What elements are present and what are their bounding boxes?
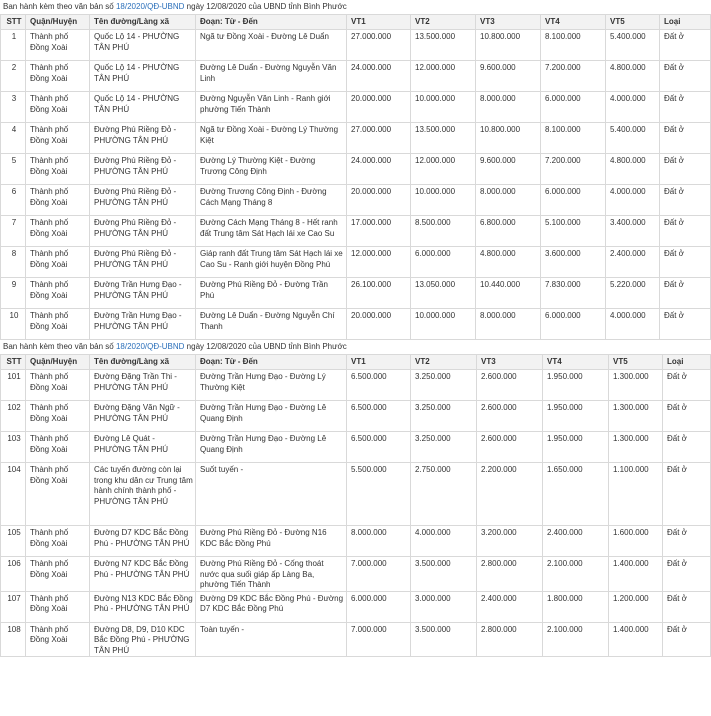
cell-type: Đất ở: [660, 216, 711, 247]
cell-type: Đất ở: [660, 247, 711, 278]
cell-type: Đất ở: [663, 557, 711, 592]
table-row: [1, 247, 711, 278]
cell-type: Đất ở: [660, 185, 711, 216]
table-row: [1, 61, 711, 92]
cell-vt5: 4.000.000: [606, 92, 660, 123]
column-header-vt4: VT4: [543, 355, 609, 370]
cell-vt4: 2.100.000: [543, 622, 609, 657]
cell-segment: Đường D9 KDC Bắc Đồng Phú - Đường D7 KDC Bắc Đồng Phú: [196, 591, 347, 622]
cell-type: Đất ở: [663, 622, 711, 657]
cell-vt3: 3.200.000: [477, 526, 543, 557]
caption-text: Ban hành kèm theo văn bản số: [3, 2, 116, 11]
cell-district: Thành phố Đồng Xoài: [26, 247, 90, 278]
cell-type: Đất ở: [660, 278, 711, 309]
cell-vt3: 10.440.000: [476, 278, 541, 309]
cell-vt5: 3.400.000: [606, 216, 660, 247]
column-header-segment: Đoạn: Từ - Đến: [196, 15, 347, 30]
cell-vt2: 12.000.000: [411, 154, 476, 185]
column-header-type: Loại: [660, 15, 711, 30]
table-header-row: [1, 15, 711, 30]
document-caption: [0, 0, 640, 14]
cell-street: Đường Phú Riềng Đỏ - PHƯỜNG TÂN PHÚ: [90, 154, 196, 185]
cell-district: Thành phố Đồng Xoài: [26, 123, 90, 154]
cell-vt4: 1.950.000: [543, 432, 609, 463]
cell-vt2: 6.000.000: [411, 247, 476, 278]
cell-type: Đất ở: [663, 591, 711, 622]
cell-vt1: 5.500.000: [347, 463, 411, 526]
cell-vt1: 6.000.000: [347, 591, 411, 622]
cell-stt: 3: [1, 92, 26, 123]
cell-vt1: 24.000.000: [347, 154, 411, 185]
cell-vt1: 20.000.000: [347, 185, 411, 216]
decision-link[interactable]: 18/2020/QĐ-UBND: [115, 2, 185, 11]
cell-district: Thành phố Đồng Xoài: [26, 591, 90, 622]
cell-vt5: 5.400.000: [606, 123, 660, 154]
table-row: [1, 216, 711, 247]
cell-stt: 105: [1, 526, 26, 557]
cell-vt2: 10.000.000: [411, 92, 476, 123]
cell-segment: Đường Phú Riềng Đỏ - Cống thoát nước qua suối giáp ấp Làng Ba, phường Tiến Thành: [196, 557, 347, 592]
cell-vt4: 1.650.000: [543, 463, 609, 526]
cell-vt5: 5.220.000: [606, 278, 660, 309]
cell-vt5: 1.100.000: [609, 463, 663, 526]
cell-vt3: 9.600.000: [476, 61, 541, 92]
cell-street: Đường Trần Hưng Đạo - PHƯỜNG TÂN PHÚ: [90, 309, 196, 340]
cell-vt3: 9.600.000: [476, 154, 541, 185]
column-header-street: Tên đường/Làng xã: [90, 15, 196, 30]
cell-segment: Đường Lê Duẩn - Đường Nguyễn Chí Thanh: [196, 309, 347, 340]
cell-vt3: 2.800.000: [477, 622, 543, 657]
cell-vt5: 1.300.000: [609, 432, 663, 463]
table-row: [1, 154, 711, 185]
cell-district: Thành phố Đồng Xoài: [26, 30, 90, 61]
cell-district: Thành phố Đồng Xoài: [26, 216, 90, 247]
cell-vt3: 2.800.000: [477, 557, 543, 592]
cell-vt5: 1.600.000: [609, 526, 663, 557]
cell-vt2: 13.500.000: [411, 123, 476, 154]
column-header-type: Loại: [663, 355, 711, 370]
cell-type: Đất ở: [663, 370, 711, 401]
cell-stt: 101: [1, 370, 26, 401]
cell-street: Quốc Lộ 14 - PHƯỜNG TÂN PHÚ: [90, 61, 196, 92]
cell-vt2: 13.500.000: [411, 30, 476, 61]
cell-vt1: 6.500.000: [347, 370, 411, 401]
cell-vt5: 4.000.000: [606, 309, 660, 340]
cell-segment: Đường Trần Hưng Đạo - Đường Lê Quang Định: [196, 432, 347, 463]
cell-district: Thành phố Đồng Xoài: [26, 154, 90, 185]
cell-type: Đất ở: [660, 154, 711, 185]
column-header-vt1: VT1: [347, 15, 411, 30]
cell-street: Quốc Lộ 14 - PHƯỜNG TÂN PHÚ: [90, 92, 196, 123]
cell-segment: Suốt tuyến -: [196, 463, 347, 526]
column-header-district: Quận/Huyện: [26, 355, 90, 370]
cell-stt: 104: [1, 463, 26, 526]
cell-vt2: 3.500.000: [411, 622, 477, 657]
land-price-table: [0, 14, 711, 340]
cell-vt3: 8.000.000: [476, 185, 541, 216]
column-header-vt5: VT5: [606, 15, 660, 30]
cell-district: Thành phố Đồng Xoài: [26, 185, 90, 216]
cell-segment: Toàn tuyến -: [196, 622, 347, 657]
cell-vt2: 3.500.000: [411, 557, 477, 592]
cell-vt1: 27.000.000: [347, 123, 411, 154]
cell-vt5: 5.400.000: [606, 30, 660, 61]
cell-vt1: 24.000.000: [347, 61, 411, 92]
cell-street: Đường D7 KDC Bắc Đồng Phú - PHƯỜNG TÂN PHÚ: [90, 526, 196, 557]
column-header-segment: Đoạn: Từ - Đến: [196, 355, 347, 370]
cell-vt1: 8.000.000: [347, 526, 411, 557]
cell-district: Thành phố Đồng Xoài: [26, 557, 90, 592]
cell-segment: Đường Lý Thường Kiệt - Đường Trương Công Định: [196, 154, 347, 185]
table-row: [1, 185, 711, 216]
cell-district: Thành phố Đồng Xoài: [26, 278, 90, 309]
cell-vt1: 17.000.000: [347, 216, 411, 247]
cell-stt: 107: [1, 591, 26, 622]
cell-segment: Đường Phú Riềng Đỏ - Đường Trần Phú: [196, 278, 347, 309]
cell-vt5: 1.400.000: [609, 557, 663, 592]
table-row: [1, 123, 711, 154]
cell-type: Đất ở: [660, 30, 711, 61]
cell-street: Đường Phú Riềng Đỏ - PHƯỜNG TÂN PHÚ: [90, 123, 196, 154]
cell-vt2: 10.000.000: [411, 309, 476, 340]
table-row: [1, 401, 711, 432]
column-header-vt5: VT5: [609, 355, 663, 370]
cell-district: Thành phố Đồng Xoài: [26, 401, 90, 432]
caption-text: Ban hành kèm theo văn bản số: [3, 342, 116, 351]
cell-vt2: 12.000.000: [411, 61, 476, 92]
decision-link[interactable]: 18/2020/QĐ-UBND: [115, 342, 185, 351]
cell-stt: 4: [1, 123, 26, 154]
table-row: [1, 526, 711, 557]
cell-vt4: 2.400.000: [543, 526, 609, 557]
cell-vt2: 13.050.000: [411, 278, 476, 309]
cell-segment: Đường Cách Mạng Tháng 8 - Hết ranh đất Trung tâm Sát Hạch lái xe Cao Su: [196, 216, 347, 247]
cell-vt2: 3.250.000: [411, 370, 477, 401]
cell-district: Thành phố Đồng Xoài: [26, 61, 90, 92]
cell-vt2: 8.500.000: [411, 216, 476, 247]
cell-vt3: 2.600.000: [477, 401, 543, 432]
cell-district: Thành phố Đồng Xoài: [26, 526, 90, 557]
cell-stt: 2: [1, 61, 26, 92]
cell-vt5: 4.000.000: [606, 185, 660, 216]
column-header-vt3: VT3: [476, 15, 541, 30]
cell-vt1: 26.100.000: [347, 278, 411, 309]
cell-vt2: 2.750.000: [411, 463, 477, 526]
table-row: [1, 463, 711, 526]
cell-vt3: 8.000.000: [476, 309, 541, 340]
cell-stt: 5: [1, 154, 26, 185]
table-row: [1, 622, 711, 657]
cell-vt3: 6.800.000: [476, 216, 541, 247]
cell-vt4: 5.100.000: [541, 216, 606, 247]
cell-stt: 6: [1, 185, 26, 216]
cell-vt4: 1.800.000: [543, 591, 609, 622]
table-row: [1, 432, 711, 463]
cell-street: Đường Phú Riềng Đỏ - PHƯỜNG TÂN PHÚ: [90, 216, 196, 247]
table-row: [1, 278, 711, 309]
cell-type: Đất ở: [660, 309, 711, 340]
table-row: [1, 557, 711, 592]
cell-vt4: 6.000.000: [541, 309, 606, 340]
table-row: [1, 309, 711, 340]
cell-type: Đất ở: [660, 61, 711, 92]
cell-street: Đường N7 KDC Bắc Đồng Phú - PHƯỜNG TÂN PHÚ: [90, 557, 196, 592]
cell-vt2: 3.000.000: [411, 591, 477, 622]
table-row: [1, 92, 711, 123]
cell-street: Đường Phú Riềng Đỏ - PHƯỜNG TÂN PHÚ: [90, 185, 196, 216]
cell-vt3: 2.600.000: [477, 432, 543, 463]
cell-vt4: 1.950.000: [543, 370, 609, 401]
column-header-street: Tên đường/Làng xã: [90, 355, 196, 370]
cell-street: Quốc Lộ 14 - PHƯỜNG TÂN PHÚ: [90, 30, 196, 61]
column-header-stt: STT: [1, 355, 26, 370]
cell-segment: Đường Phú Riềng Đỏ - Đường N16 KDC Bắc Đồng Phú: [196, 526, 347, 557]
cell-district: Thành phố Đồng Xoài: [26, 309, 90, 340]
cell-vt3: 10.800.000: [476, 30, 541, 61]
cell-vt4: 6.000.000: [541, 185, 606, 216]
cell-segment: Đường Trần Hưng Đạo - Đường Lê Quang Định: [196, 401, 347, 432]
cell-district: Thành phố Đồng Xoài: [26, 92, 90, 123]
cell-type: Đất ở: [663, 463, 711, 526]
cell-district: Thành phố Đồng Xoài: [26, 622, 90, 657]
cell-stt: 103: [1, 432, 26, 463]
cell-vt5: 1.400.000: [609, 622, 663, 657]
cell-vt2: 10.000.000: [411, 185, 476, 216]
column-header-vt2: VT2: [411, 355, 477, 370]
cell-vt1: 20.000.000: [347, 309, 411, 340]
cell-segment: Đường Trần Hưng Đạo - Đường Lý Thường Kiệt: [196, 370, 347, 401]
cell-vt2: 4.000.000: [411, 526, 477, 557]
land-price-table: [0, 354, 711, 657]
cell-type: Đất ở: [663, 526, 711, 557]
cell-type: Đất ở: [660, 123, 711, 154]
cell-stt: 7: [1, 216, 26, 247]
cell-vt4: 1.950.000: [543, 401, 609, 432]
caption-text: ngày 12/08/2020 của UBND tỉnh Bình Phước: [184, 342, 347, 351]
cell-vt3: 10.800.000: [476, 123, 541, 154]
cell-type: Đất ở: [660, 92, 711, 123]
document-caption: [0, 340, 640, 354]
table-header-row: [1, 355, 711, 370]
cell-district: Thành phố Đồng Xoài: [26, 370, 90, 401]
cell-type: Đất ở: [663, 432, 711, 463]
cell-segment: Đường Trương Công Định - Đường Cách Mạng Tháng 8: [196, 185, 347, 216]
cell-street: Đường N13 KDC Bắc Đồng Phú - PHƯỜNG TÂN PHÚ: [90, 591, 196, 622]
cell-vt2: 3.250.000: [411, 432, 477, 463]
cell-vt5: 4.800.000: [606, 154, 660, 185]
cell-stt: 102: [1, 401, 26, 432]
cell-street: Đường Lê Quát - PHƯỜNG TÂN PHÚ: [90, 432, 196, 463]
cell-vt3: 2.200.000: [477, 463, 543, 526]
cell-segment: Ngã tư Đồng Xoài - Đường Lê Duẩn: [196, 30, 347, 61]
cell-street: Đường D8, D9, D10 KDC Bắc Đồng Phú - PHƯỜNG TÂN PHÚ: [90, 622, 196, 657]
cell-vt5: 2.400.000: [606, 247, 660, 278]
column-header-vt4: VT4: [541, 15, 606, 30]
column-header-vt2: VT2: [411, 15, 476, 30]
cell-vt4: 6.000.000: [541, 92, 606, 123]
table-row: [1, 30, 711, 61]
table-row: [1, 591, 711, 622]
cell-street: Đường Phú Riềng Đỏ - PHƯỜNG TÂN PHÚ: [90, 247, 196, 278]
cell-stt: 108: [1, 622, 26, 657]
cell-vt3: 4.800.000: [476, 247, 541, 278]
cell-vt4: 7.830.000: [541, 278, 606, 309]
cell-vt1: 20.000.000: [347, 92, 411, 123]
cell-vt3: 2.600.000: [477, 370, 543, 401]
cell-stt: 10: [1, 309, 26, 340]
cell-vt1: 6.500.000: [347, 401, 411, 432]
cell-district: Thành phố Đồng Xoài: [26, 432, 90, 463]
cell-vt3: 8.000.000: [476, 92, 541, 123]
cell-vt4: 7.200.000: [541, 154, 606, 185]
cell-vt1: 6.500.000: [347, 432, 411, 463]
cell-street: Đường Trần Hưng Đạo - PHƯỜNG TÂN PHÚ: [90, 278, 196, 309]
cell-vt5: 4.800.000: [606, 61, 660, 92]
cell-vt5: 1.300.000: [609, 370, 663, 401]
cell-street: Các tuyến đường còn lại trong khu dân cư Trung tâm hành chính thành phố - PHƯỜNG TÂN PHÚ: [90, 463, 196, 526]
cell-vt4: 3.600.000: [541, 247, 606, 278]
cell-vt2: 3.250.000: [411, 401, 477, 432]
cell-vt3: 2.400.000: [477, 591, 543, 622]
cell-district: Thành phố Đồng Xoài: [26, 463, 90, 526]
cell-street: Đường Đặng Văn Ngữ - PHƯỜNG TÂN PHÚ: [90, 401, 196, 432]
cell-segment: Đường Lê Duẩn - Đường Nguyễn Văn Linh: [196, 61, 347, 92]
column-header-vt1: VT1: [347, 355, 411, 370]
cell-street: Đường Đặng Trần Thi - PHƯỜNG TÂN PHÚ: [90, 370, 196, 401]
cell-segment: Đường Nguyễn Văn Linh - Ranh giới phường Tiến Thành: [196, 92, 347, 123]
cell-vt1: 27.000.000: [347, 30, 411, 61]
cell-vt1: 12.000.000: [347, 247, 411, 278]
column-header-vt3: VT3: [477, 355, 543, 370]
cell-segment: Ngã tư Đồng Xoài - Đường Lý Thường Kiệt: [196, 123, 347, 154]
cell-stt: 9: [1, 278, 26, 309]
cell-stt: 1: [1, 30, 26, 61]
cell-vt1: 7.000.000: [347, 622, 411, 657]
column-header-district: Quận/Huyện: [26, 15, 90, 30]
column-header-stt: STT: [1, 15, 26, 30]
cell-vt4: 2.100.000: [543, 557, 609, 592]
cell-vt1: 7.000.000: [347, 557, 411, 592]
cell-vt5: 1.300.000: [609, 401, 663, 432]
cell-stt: 8: [1, 247, 26, 278]
cell-type: Đất ở: [663, 401, 711, 432]
cell-stt: 106: [1, 557, 26, 592]
table-row: [1, 370, 711, 401]
caption-text: ngày 12/08/2020 của UBND tỉnh Bình Phước: [184, 2, 347, 11]
cell-vt4: 7.200.000: [541, 61, 606, 92]
cell-vt4: 8.100.000: [541, 30, 606, 61]
cell-segment: Giáp ranh đất Trung tâm Sát Hạch lái xe Cao Su - Ranh giới huyện Đồng Phú: [196, 247, 347, 278]
cell-vt5: 1.200.000: [609, 591, 663, 622]
cell-vt4: 8.100.000: [541, 123, 606, 154]
